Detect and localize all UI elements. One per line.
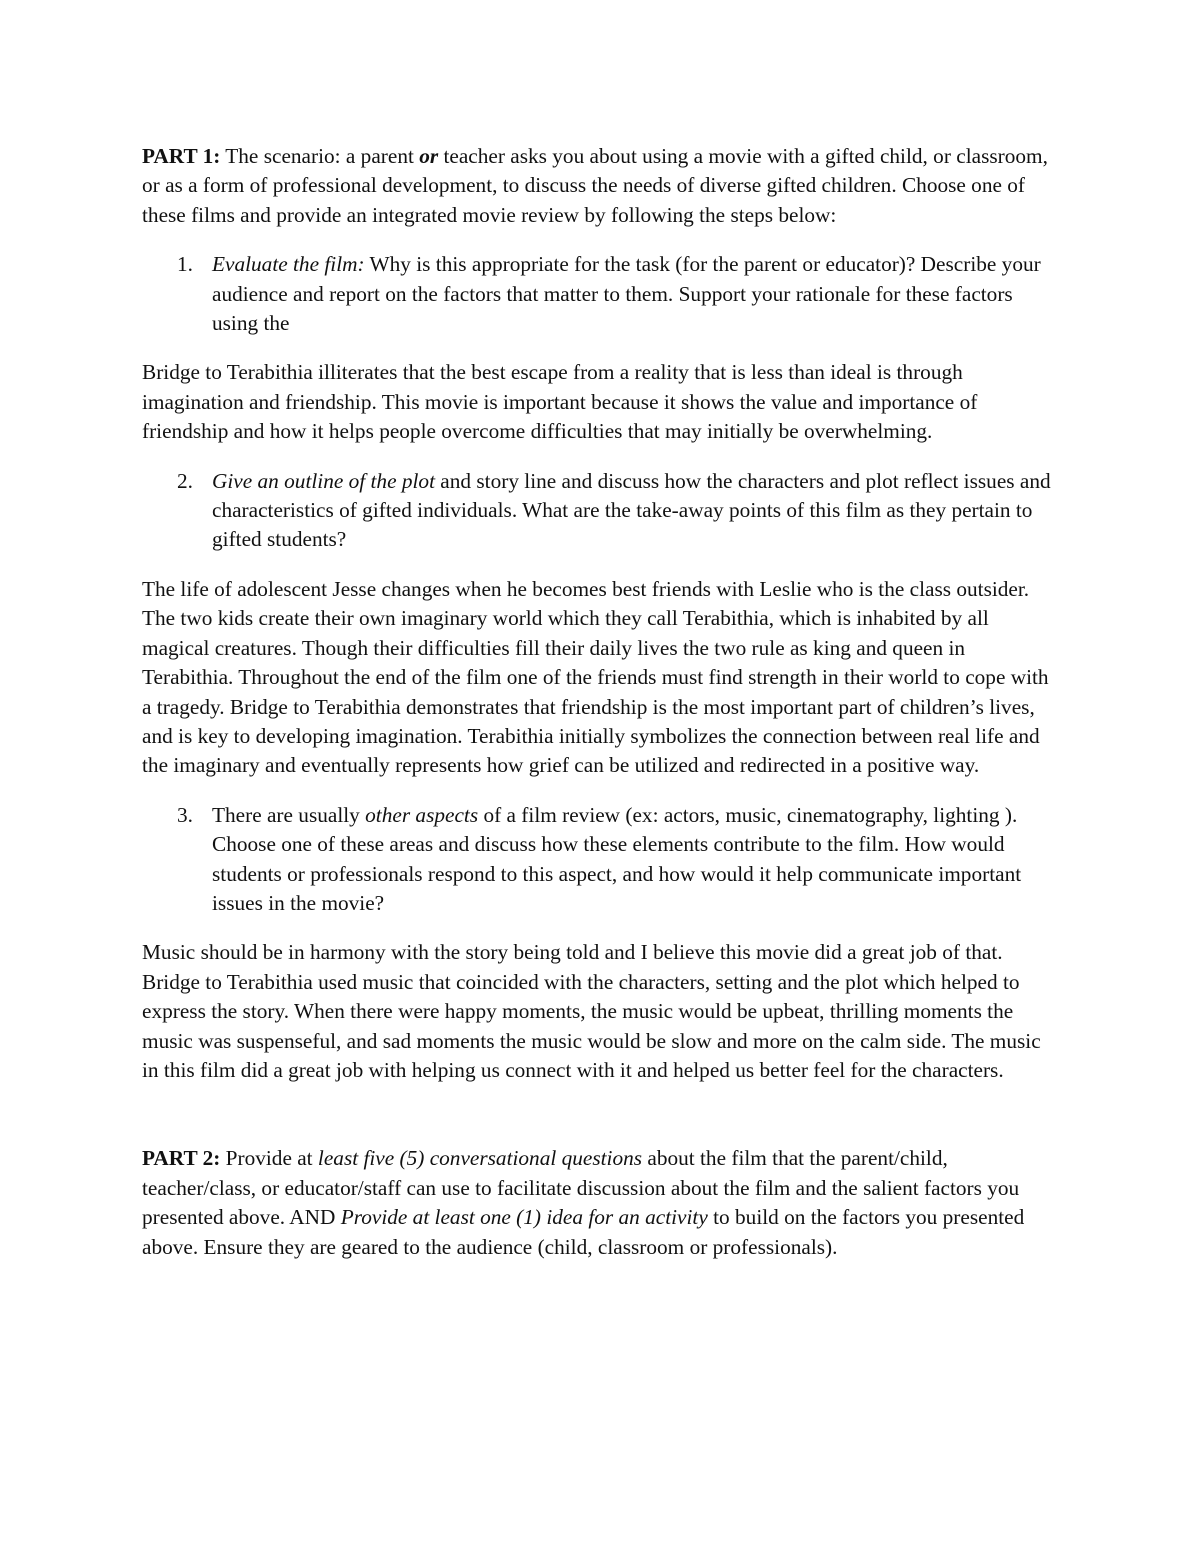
part2-italic-b: Provide at least one (1) idea for an activity [340,1205,708,1230]
question-number-2: 2. [177,468,193,493]
question-pre-3: There are usually [212,802,366,827]
answer-paragraph-3: Music should be in harmony with the story being told and I believe this movie did a great job of that. Bridge to Terabithia used music that coincided with the characters, setting and the plot which helped to express the story. When there were happy moments, the music would be upbeat, thrilling moments the music was suspenseful, and sad moments the music would be slow and more on the calm side. The music in this film did a great job with helping us connect with it and helped us better feel for the characters. [142,940,1041,1082]
part2-text-c: to build on the factors you presented above. Ensure they are geared to the audience (child, classroom or professionals). [142,1205,1025,1259]
answer-paragraph-1: Bridge to Terabithia illiterates that the best escape from a reality that is less than ideal is through imagination and friendship. This movie is important because it shows the value and importance of friendship and how it helps people overcome difficulties that may initially be overwhelming. [142,360,978,444]
question-text-3: of a film review (ex: actors, music, cinematography, lighting ). Choose one of these areas and discuss how these elements contribute to the film. How would students or professionals respond to this aspect, and how would it help communicate important issues in the movie? [212,802,1022,915]
section-spacer [142,1085,1060,1144]
question-item-2 [142,467,1060,555]
document-body [142,142,1060,1262]
part2-text-a: Provide at [220,1146,318,1171]
part2-italic-a: least five (5) conversational questions [317,1146,643,1171]
part1-text-a: The scenario: a parent [220,144,420,168]
question-text-1: Why is this appropriate for the task (for the parent or educator)? Describe your audience and report on the factors that matter to them. Support your rationale for these factors using the [212,252,1041,336]
part1-text-b: teacher asks you about using a movie with a gifted child, or classroom, or as a form of professional development, to discuss the needs of diverse gifted children. Choose one of these films and provide an integrated movie review by following the steps below: [142,144,1048,227]
question-text-2: and story line and discuss how the characters and plot reflect issues and characteristics of gifted individuals. What are the take-away points of this film as they pertain to gifted students? [212,468,1051,552]
answer-paragraph-2: The life of adolescent Jesse changes when he becomes best friends with Leslie who is the class outsider. The two kids create their own imaginary world which they call Terabithia, which is inhabited by all magical creatures. Though their difficulties fill their daily lives the two rule as king and queen in Terabithia. Throughout the end of the film one of the friends must find strength in their world to cope with a tragedy. Bridge to Terabithia demonstrates that friendship is the most important part of children’s lives, and is key to developing imagination. Terabithia initially symbolizes the connection between real life and the imaginary and eventually represents how grief can be utilized and redirected in a positive way. [142,576,1049,778]
question-lead-1: Evaluate the film: [212,252,365,277]
part2-text-b: about the film that the parent/child, teacher/class, or educator/staff can use to facilitate discussion about the film and the salient factors you presented above. AND [142,1146,1020,1230]
part1-or: or [419,144,439,168]
part1-paragraph [142,142,1060,230]
part2-label: PART 2: [142,1146,221,1171]
question-item-1 [142,250,1060,338]
question-item-3 [142,801,1060,919]
question-lead-2: Give an outline of the plot [212,468,435,493]
part1-label: PART 1: [142,144,221,168]
question-number-3: 3. [177,802,193,827]
part2-paragraph [142,1144,1060,1262]
question-lead-3: other aspects [365,802,479,827]
question-number-1: 1. [177,252,193,277]
